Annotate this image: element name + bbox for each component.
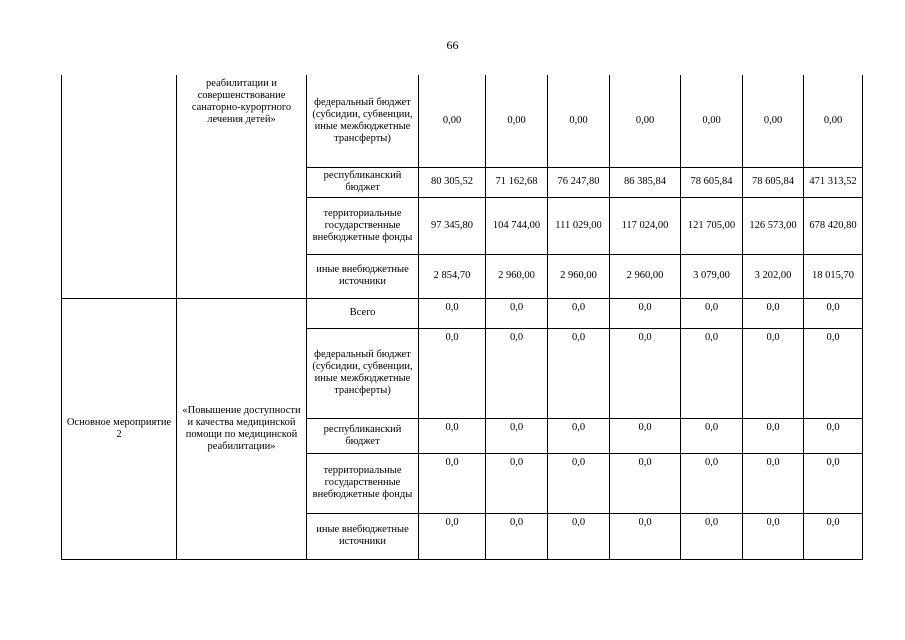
value-cell: 126 573,00: [743, 197, 804, 254]
value-cell: 2 960,00: [486, 254, 548, 298]
funding-source-cell: Всего: [307, 298, 419, 328]
value-cell: 0,00: [743, 75, 804, 167]
value-cell: 471 313,52: [804, 167, 863, 197]
value-cell: 0,00: [419, 75, 486, 167]
event-name-cell: «Повышение доступности и качества медицинской помощи по медицинской реабилитации»: [177, 298, 307, 559]
value-cell: 3 079,00: [681, 254, 743, 298]
value-cell: 0,0: [743, 513, 804, 559]
value-cell: 0,0: [486, 453, 548, 513]
value-cell: 104 744,00: [486, 197, 548, 254]
value-cell: 0,0: [548, 418, 610, 453]
value-cell: 0,0: [486, 418, 548, 453]
value-cell: 0,00: [804, 75, 863, 167]
value-cell: 0,0: [681, 298, 743, 328]
value-cell: 0,0: [610, 328, 681, 418]
value-cell: 97 345,80: [419, 197, 486, 254]
value-cell: 0,0: [486, 328, 548, 418]
value-cell: 0,0: [743, 298, 804, 328]
value-cell: 0,0: [610, 298, 681, 328]
value-cell: 117 024,00: [610, 197, 681, 254]
value-cell: 121 705,00: [681, 197, 743, 254]
value-cell: 0,0: [419, 453, 486, 513]
value-cell: 80 305,52: [419, 167, 486, 197]
value-cell: 0,00: [486, 75, 548, 167]
value-cell: 0,0: [681, 418, 743, 453]
value-cell: 0,0: [610, 453, 681, 513]
value-cell: 0,0: [681, 453, 743, 513]
value-cell: 76 247,80: [548, 167, 610, 197]
value-cell: 0,00: [610, 75, 681, 167]
value-cell: 2 960,00: [548, 254, 610, 298]
value-cell: 0,0: [419, 328, 486, 418]
measure-label-cell: [62, 75, 177, 298]
value-cell: 678 420,80: [804, 197, 863, 254]
value-cell: 71 162,68: [486, 167, 548, 197]
value-cell: 0,0: [743, 328, 804, 418]
budget-table: [61, 75, 863, 560]
value-cell: 0,0: [486, 298, 548, 328]
value-cell: 0,0: [743, 418, 804, 453]
funding-source-cell: иные внебюджетные источники: [307, 254, 419, 298]
value-cell: 0,0: [743, 453, 804, 513]
value-cell: 2 854,70: [419, 254, 486, 298]
table-row: [62, 75, 863, 167]
value-cell: 0,0: [681, 328, 743, 418]
value-cell: 3 202,00: [743, 254, 804, 298]
value-cell: 18 015,70: [804, 254, 863, 298]
value-cell: 0,0: [804, 328, 863, 418]
value-cell: 0,0: [419, 513, 486, 559]
funding-source-cell: территориальные государственные внебюджетные фонды: [307, 197, 419, 254]
value-cell: 0,0: [486, 513, 548, 559]
value-cell: 78 605,84: [681, 167, 743, 197]
funding-source-cell: федеральный бюджет (субсидии, субвенции, иные межбюджетные трансферты): [307, 328, 419, 418]
value-cell: 0,0: [804, 453, 863, 513]
value-cell: 0,0: [804, 418, 863, 453]
page-number: 66: [446, 38, 459, 52]
funding-source-cell: федеральный бюджет (субсидии, субвенции, иные межбюджетные трансферты): [307, 75, 419, 167]
value-cell: 78 605,84: [743, 167, 804, 197]
event-name-cell: реабилитации и совершенствование санаторно-курортного лечения детей»: [177, 75, 307, 298]
value-cell: 0,0: [804, 513, 863, 559]
value-cell: 0,00: [681, 75, 743, 167]
value-cell: 0,0: [548, 513, 610, 559]
value-cell: 0,0: [548, 328, 610, 418]
funding-source-cell: республиканский бюджет: [307, 167, 419, 197]
funding-source-cell: иные внебюджетные источники: [307, 513, 419, 559]
value-cell: 2 960,00: [610, 254, 681, 298]
funding-source-cell: республиканский бюджет: [307, 418, 419, 453]
value-cell: 0,0: [610, 418, 681, 453]
value-cell: 0,0: [548, 298, 610, 328]
value-cell: 0,0: [419, 298, 486, 328]
value-cell: 0,00: [548, 75, 610, 167]
funding-source-cell: территориальные государственные внебюджетные фонды: [307, 453, 419, 513]
value-cell: 0,0: [804, 298, 863, 328]
value-cell: 0,0: [419, 418, 486, 453]
value-cell: 0,0: [548, 453, 610, 513]
value-cell: 0,0: [681, 513, 743, 559]
measure-label-cell: Основное мероприятие 2: [62, 298, 177, 559]
table-row: [62, 298, 863, 328]
value-cell: 111 029,00: [548, 197, 610, 254]
value-cell: 0,0: [610, 513, 681, 559]
value-cell: 86 385,84: [610, 167, 681, 197]
